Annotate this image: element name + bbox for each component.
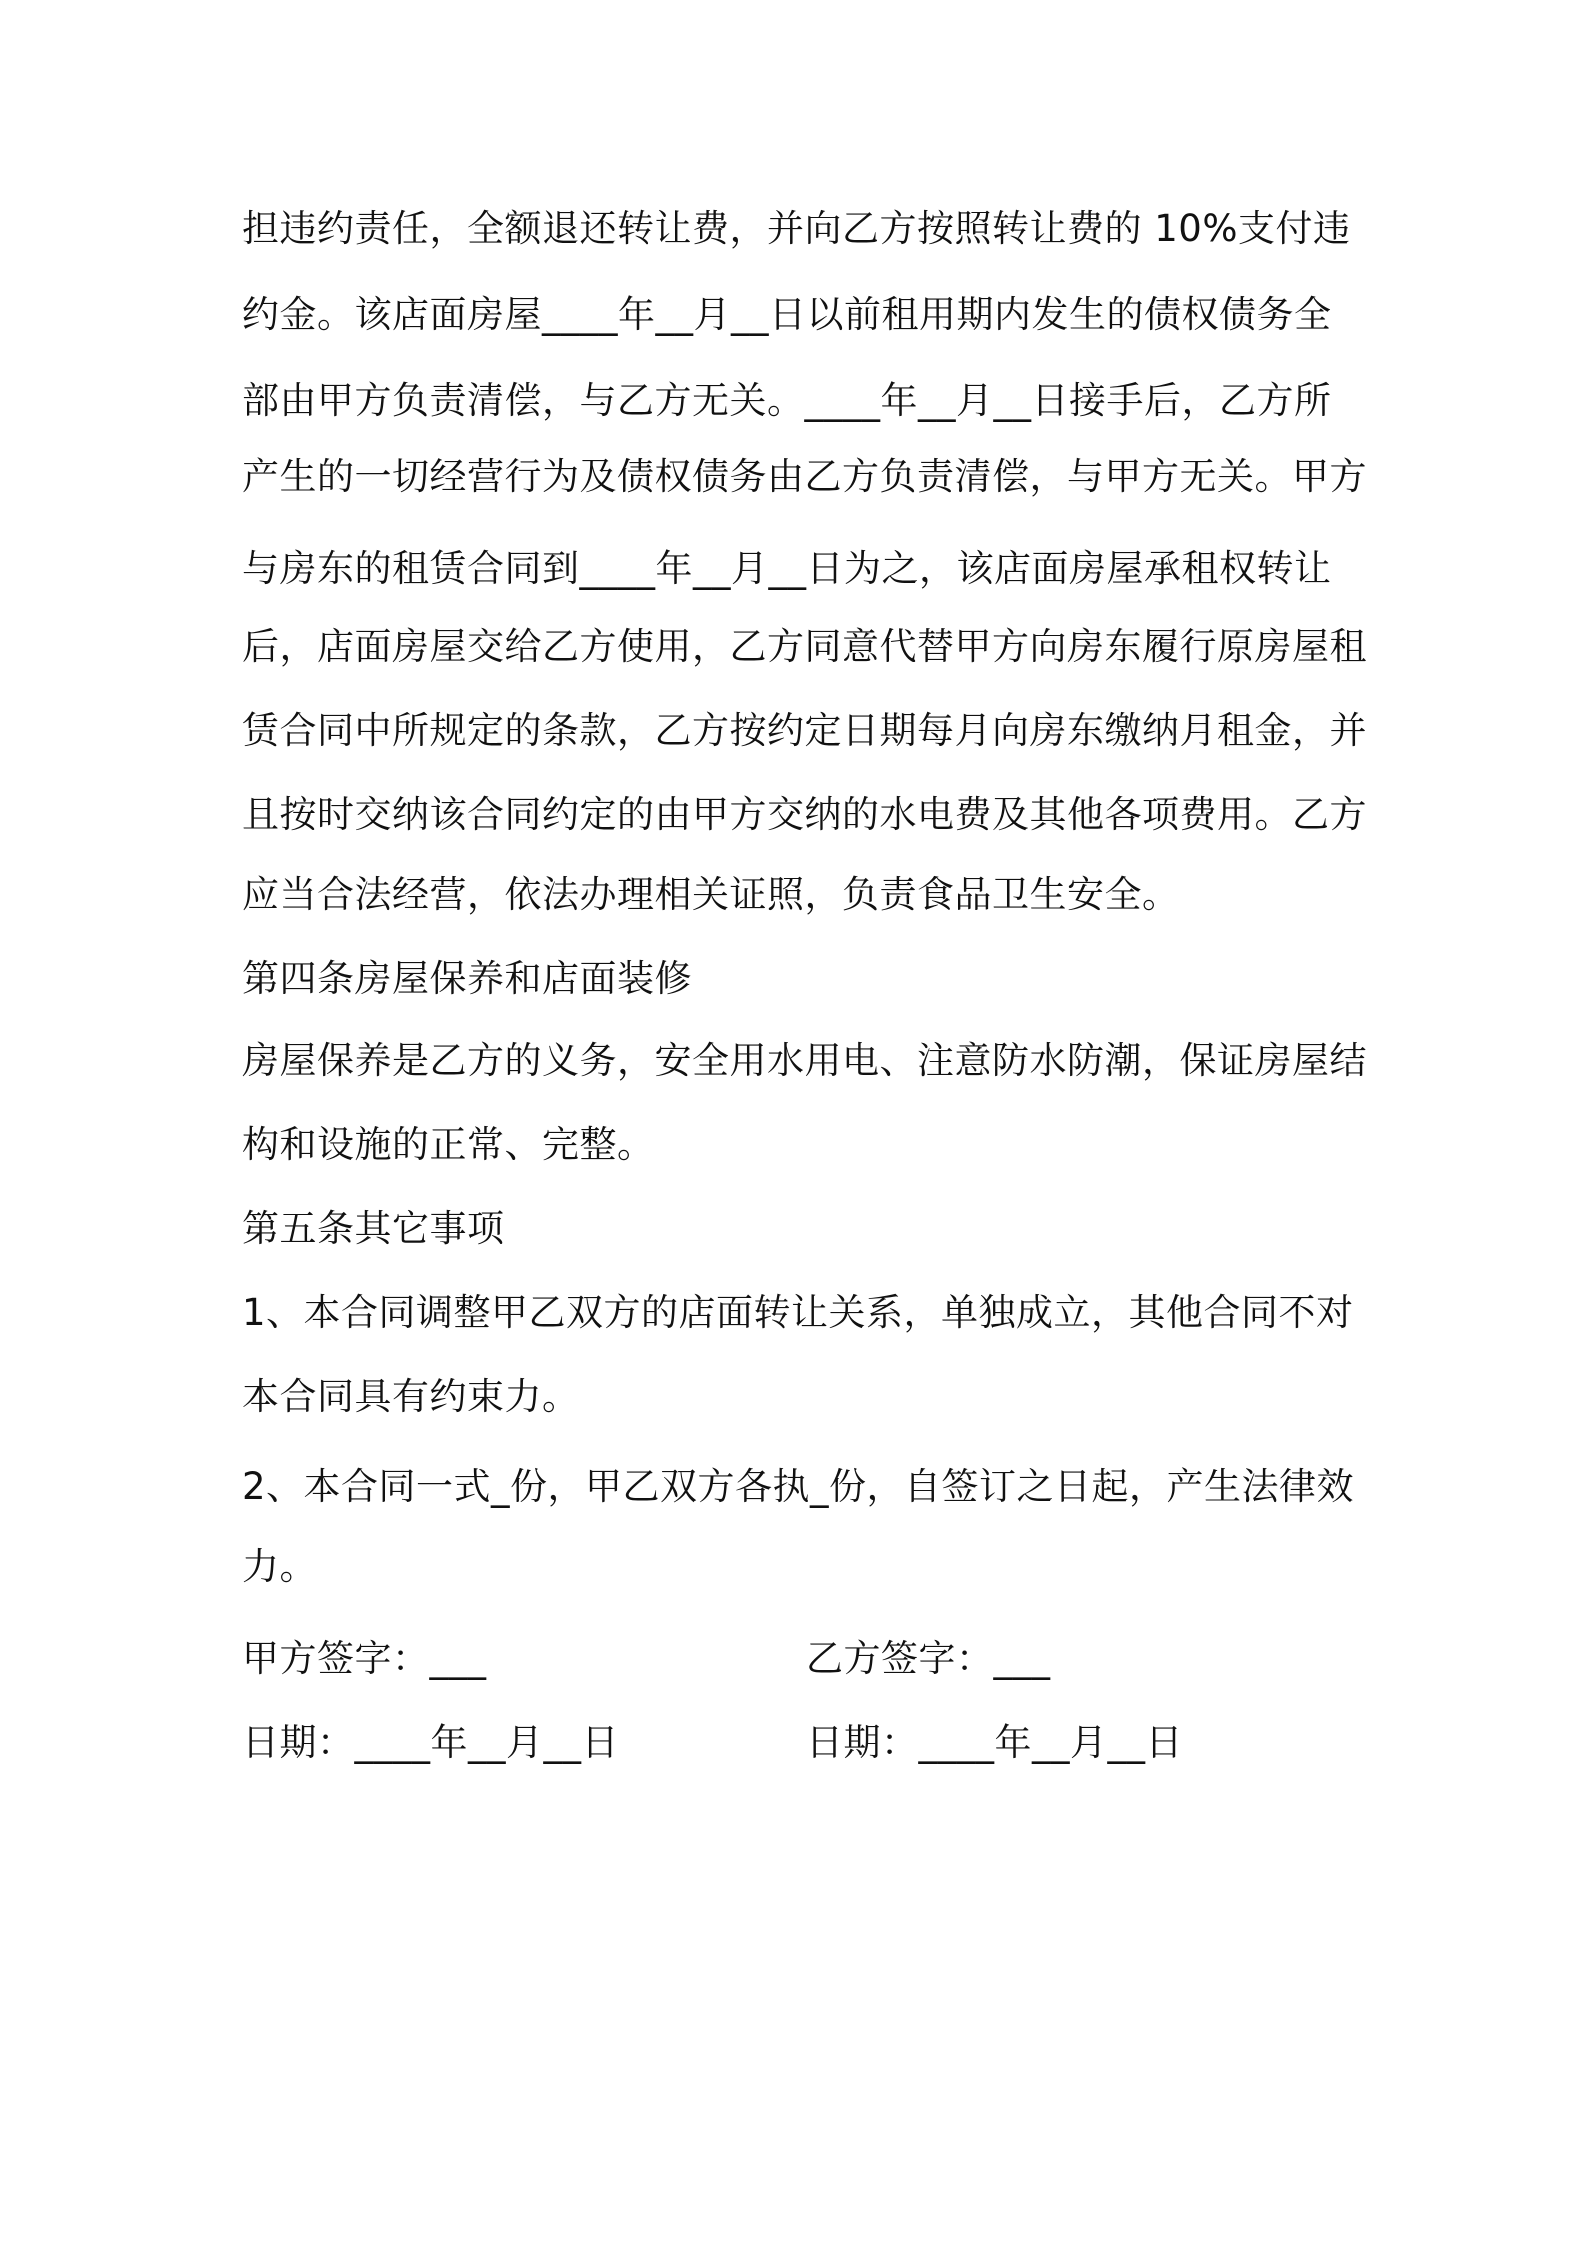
- text-line-4: 产生的一切经营行为及债权债务由乙方负责清偿，与甲方无关。甲方: [242, 455, 1367, 498]
- party-b-signature: 乙方签字：___: [806, 1637, 1051, 1680]
- text-line-9: 应当合法经营，依法办理相关证照，负责食品卫生安全。: [242, 873, 1180, 916]
- text-line-7: 赁合同中所规定的条款，乙方按约定日期每月向房东缴纳月租金，并: [242, 709, 1367, 752]
- party-a-signature: 甲方签字：___: [242, 1637, 487, 1680]
- text-line-11: 房屋保养是乙方的义务，安全用水用电、注意防水防潮，保证房屋结: [242, 1039, 1367, 1082]
- text-line-17: 力。: [242, 1545, 317, 1588]
- text-line-5: 与房东的租赁合同到____年__月__日为之，该店面房屋承租权转让: [242, 547, 1332, 590]
- text-line-1: 担违约责任，全额退还转让费，并向乙方按照转让费的 10%支付违: [242, 207, 1351, 250]
- text-line-16: 2、本合同一式_份，甲乙双方各执_份，自签订之日起，产生法律效: [242, 1465, 1355, 1508]
- text-line-14: 1、本合同调整甲乙双方的店面转让关系，单独成立，其他合同不对: [242, 1291, 1354, 1334]
- text-line-6: 后，店面房屋交给乙方使用，乙方同意代替甲方向房东履行原房屋租: [242, 625, 1367, 668]
- section-heading-5: 第五条其它事项: [242, 1207, 505, 1250]
- text-line-15: 本合同具有约束力。: [242, 1375, 580, 1418]
- text-line-2: 约金。该店面房屋____年__月__日以前租用期内发生的债权债务全: [242, 293, 1332, 336]
- section-heading-4: 第四条房屋保养和店面装修: [242, 957, 692, 1000]
- text-line-3: 部由甲方负责清偿，与乙方无关。____年__月__日接手后，乙方所: [242, 379, 1332, 422]
- party-a-date: 日期：____年__月__日: [242, 1721, 619, 1764]
- text-line-8: 且按时交纳该合同约定的由甲方交纳的水电费及其他各项费用。乙方: [242, 793, 1367, 836]
- party-b-date: 日期：____年__月__日: [806, 1721, 1183, 1764]
- text-line-12: 构和设施的正常、完整。: [242, 1123, 655, 1166]
